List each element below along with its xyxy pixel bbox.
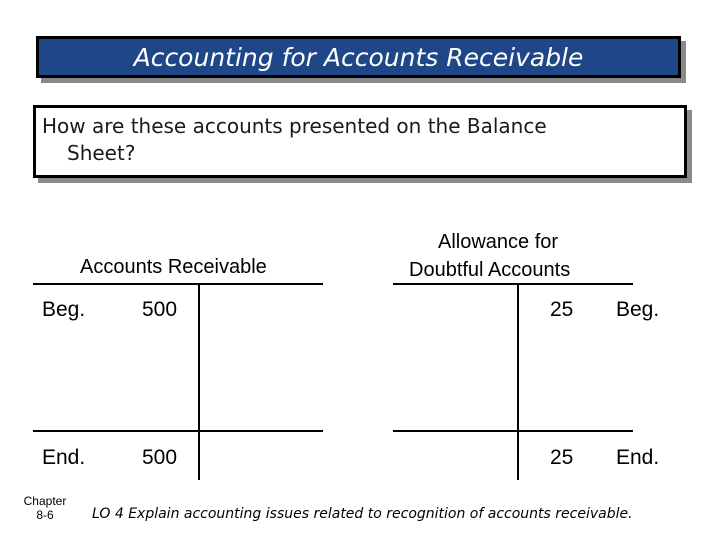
chapter-number: 8-6	[36, 508, 54, 522]
allowance-end-value: 25	[550, 446, 574, 469]
ar-balance-line	[33, 430, 323, 432]
ar-divider-line	[198, 283, 200, 480]
question-line-1: How are these accounts presented on the Balance	[42, 114, 547, 138]
chapter-label: Chapter	[23, 494, 67, 508]
allowance-beg-value: 25	[550, 298, 574, 321]
learning-objective: LO 4 Explain accounting issues related to recognition of accounts receivable.	[92, 506, 633, 522]
slide-title: Accounting for Accounts Receivable	[133, 42, 584, 72]
ar-end-label: End.	[42, 446, 86, 469]
question-line-2: Sheet?	[67, 141, 136, 165]
ar-beg-value: 500	[142, 298, 178, 321]
title-banner	[36, 36, 681, 78]
allowance-divider-line	[517, 283, 519, 480]
allowance-end-label: End.	[616, 446, 660, 469]
allowance-top-line	[393, 283, 633, 285]
allowance-beg-label: Beg.	[616, 298, 660, 321]
allowance-balance-line	[393, 430, 633, 432]
ar-top-line	[33, 283, 323, 285]
ar-end-value: 500	[142, 446, 178, 469]
ar-beg-label: Beg.	[42, 298, 86, 321]
ar-account-title: Accounts Receivable	[80, 256, 267, 278]
chapter-reference	[18, 494, 72, 522]
allowance-title-line-2: Doubtful Accounts	[409, 259, 571, 281]
allowance-title-line-1: Allowance for	[438, 231, 559, 253]
question-box	[33, 105, 687, 178]
